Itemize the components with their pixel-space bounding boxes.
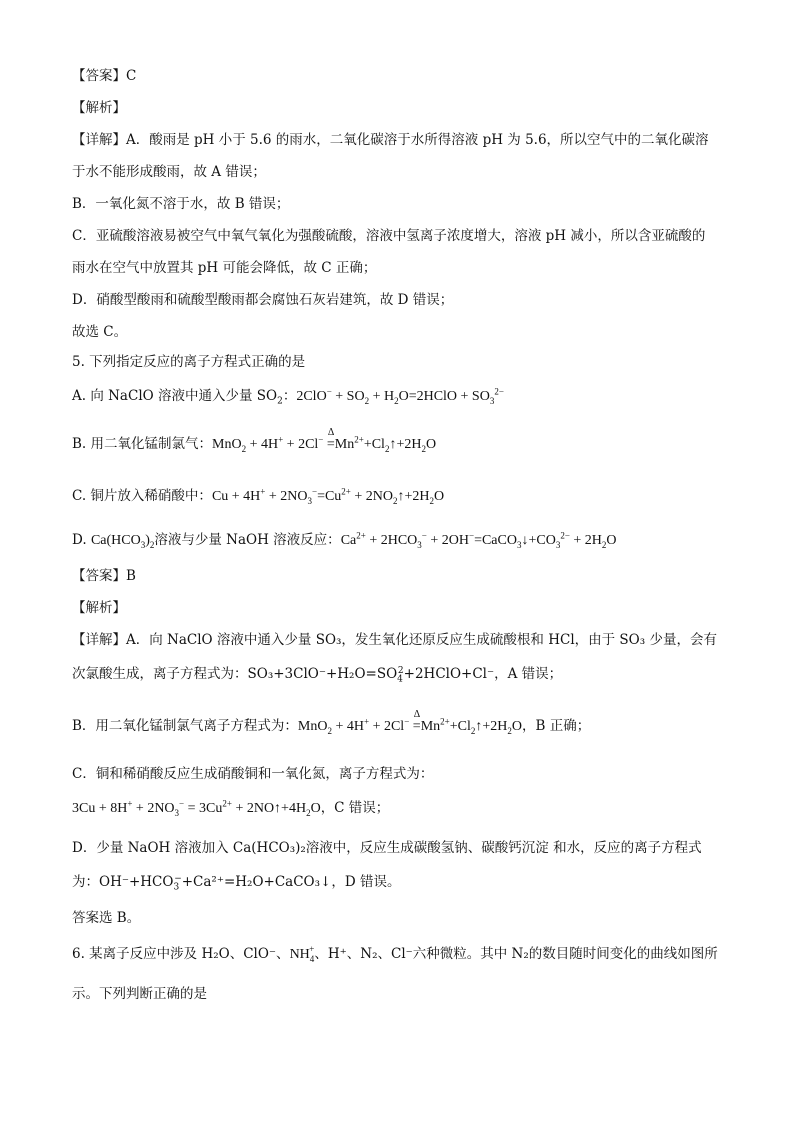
q5-option-c bbox=[72, 486, 444, 507]
option-c-text: C. 铜片放入稀硝酸中： bbox=[72, 488, 212, 504]
explanation-text: A．酸雨是 pH 小于 5.6 的雨水，二氧化碳溶于水所得溶液 pH 为 5.6，所以空气中的二氧化碳溶 bbox=[126, 132, 709, 148]
option-b-text: B. 用二氧化锰制氯气： bbox=[72, 436, 213, 452]
equation: MnO$_2$ + 4H+ + 2Cl− $\Delta =Mn^{2+}+Cl_2↑+2H_2O$ bbox=[212, 437, 436, 452]
q5-option-a: A. 向 NaClO 溶液中通入少量 $SO_2$：$2ClO^- + SO_2$ + $H_2O=2HClO + SO_3^{2-}$ bbox=[72, 386, 504, 407]
q4-detail-c-line1: C．亚硫酸溶液易被空气中氧气氧化为强酸硫酸，溶液中氢离子浓度增大，溶液 pH 减小，所以含亚硫酸的 bbox=[72, 228, 706, 244]
q4-detail-c-line2: 雨水在空气中放置其 pH 可能会降低，故 C 正确； bbox=[72, 260, 377, 276]
q4-detail-b: B．一氧化氮不溶于水，故 B 错误； bbox=[72, 196, 290, 212]
equation: $Cu + 4H^+ + 2NO_3^-=Cu^{2+}$ + $2NO_2↑+2H_2O$ bbox=[211, 486, 445, 506]
equation: $Ca^{2+} + 2HCO_3^-$ + $2OH^-=CaCO_3↓+CO_3^{2-} + 2H_2O$ bbox=[340, 530, 617, 550]
q5-detail-d-line2: 为：$OH^-+HCO_3^-+Ca^{2+}=H_2O+CaCO_3↓$，D 错误。 bbox=[72, 873, 401, 893]
q4-conclusion: 故选 C。 bbox=[72, 324, 128, 340]
q4-detail-a-line2: 于水不能形成酸雨，故 A 错误； bbox=[72, 164, 266, 180]
answer-value: B bbox=[126, 568, 136, 584]
detail-tag: 【详解】 bbox=[72, 132, 126, 148]
q5-detail-a-line2: 次氯酸生成，离子方程式为：$SO_3+3ClO^-+H_2O=SO_4^2+2HClO+Cl^-$，A 错误； bbox=[72, 665, 563, 685]
q5-detail-a-line1 bbox=[72, 630, 717, 650]
q5-detail-c-line1: C．铜和稀硝酸反应生成硝酸铜和一氧化氮，离子方程式为： bbox=[72, 766, 434, 782]
q4-detail-a-line1 bbox=[72, 130, 709, 150]
q5-option-b bbox=[72, 434, 436, 455]
q5-option-d: D. $Ca(HCO_3)_2$溶液与少量 NaOH 溶液反应：$Ca^{2+} + 2HCO_3^-$ + $2OH^-=CaCO_3↓+CO_3^{2-} + 2H_2O$ bbox=[72, 530, 617, 550]
q5-detail-d-line1: D．少量 NaOH 溶液加入 Ca(HCO₃)₂溶液中，反应生成碳酸氢钠、碳酸钙沉淀 和水，反应的离子方程式 bbox=[72, 840, 702, 856]
answer-tag: 【答案】 bbox=[72, 568, 126, 584]
answer-tag: 【答案】 bbox=[72, 68, 126, 84]
q5-analysis-tag: 【解析】 bbox=[72, 600, 126, 616]
equation: MnO$_2$ + 4H+ + 2Cl− $\Delta =Mn^{2+}+Cl_2↑+2H_2O$ bbox=[298, 719, 522, 734]
detail-tag: 【详解】 bbox=[72, 632, 126, 648]
explanation-text: A．向 NaClO 溶液中通入少量 SO₃，发生氧化还原反应生成硫酸根和 HCl，由于 SO₃ 少量，会有 bbox=[126, 632, 717, 648]
answer-value: C bbox=[126, 68, 137, 84]
q4-answer-line bbox=[72, 66, 136, 86]
q5-answer-line bbox=[72, 566, 136, 586]
q4-analysis-tag: 【解析】 bbox=[72, 100, 126, 116]
option-d-label: D. bbox=[72, 532, 87, 548]
q5-detail-c-line2: $3Cu + 8H^+ + 2NO_3^- = 3Cu^{2+}$ + $2NO↑+4H_2O$，C 错误； bbox=[72, 798, 390, 818]
option-d-text: 溶液与少量 NaOH 溶液反应： bbox=[154, 532, 341, 548]
q6-stem-line1: 6. 某离子反应中涉及 H₂O、ClO⁻、$NH_4^+$、H⁺、N₂、Cl⁻六种微粒。其中 N₂的数目随时间变化的曲线如图所 bbox=[72, 944, 718, 964]
q5-detail-b: B．用二氧化锰制氯气离子方程式为：MnO$_2$ + 4H+ + 2Cl− $\Delta =Mn^{2+}+Cl_2↑+2H_2O$，B 正确； bbox=[72, 716, 590, 737]
q6-stem-line2: 示。下列判断正确的是 bbox=[72, 986, 207, 1002]
equation: $2ClO^- + SO_2$ + $H_2O=2HClO + SO_3^{2-}$ bbox=[296, 386, 504, 406]
q4-detail-d: D．硝酸型酸雨和硫酸型酸雨都会腐蚀石灰岩建筑，故 D 错误； bbox=[72, 292, 454, 308]
option-a-text: A. 向 NaClO 溶液中通入少量 SO bbox=[72, 388, 278, 404]
q5-stem: 5. 下列指定反应的离子方程式正确的是 bbox=[72, 354, 306, 370]
equation: $3Cu + 8H^+ + 2NO_3^- = 3Cu^{2+}$ + $2NO↑+4H_2O$ bbox=[72, 798, 321, 818]
q5-conclusion: 答案选 B。 bbox=[72, 910, 141, 926]
